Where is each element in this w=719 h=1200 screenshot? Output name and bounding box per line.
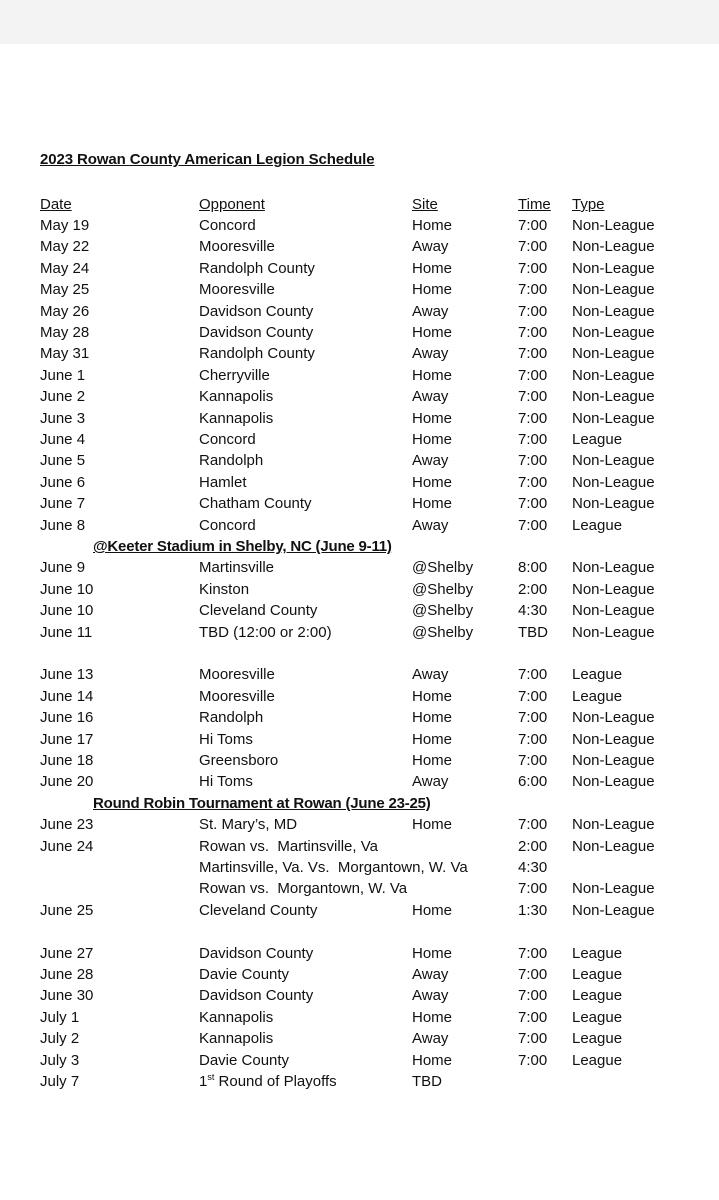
cell-type: League: [572, 1030, 623, 1048]
cell-site: Home: [412, 259, 453, 277]
cell-time: 7:00: [518, 431, 548, 448]
cell-type: League: [572, 966, 623, 983]
cell-site: Away: [412, 238, 449, 256]
cell-date: June 17: [40, 730, 94, 748]
cell-type: Non-League: [572, 409, 655, 427]
cell-opponent: Kannapolis: [199, 1008, 274, 1026]
cell-time: 7:00: [518, 366, 548, 384]
cell-time: 1:30: [518, 901, 548, 919]
table-row: [0, 985, 719, 1006]
cell-site: Home: [412, 217, 453, 234]
cell-time: 7:00: [518, 1030, 548, 1048]
cell-type: Non-League: [572, 816, 655, 834]
cell-type: Non-League: [572, 837, 655, 855]
cell-time: 7:00: [518, 409, 548, 427]
cell-site: Away: [412, 302, 449, 320]
cell-site: @Shelby: [412, 559, 474, 577]
cell-time: 7:00: [518, 495, 548, 513]
cell-time: 7:00: [518, 473, 548, 491]
cell-site: Home: [412, 281, 453, 299]
cell-opponent: Kinston: [199, 580, 250, 598]
cell-date: June 9: [40, 559, 86, 577]
cell-opponent: Rowan vs. Morgantown, W. Va: [199, 880, 408, 898]
cell-site: Away: [412, 452, 449, 470]
table-row: [0, 686, 719, 707]
cell-type: Non-League: [572, 602, 655, 620]
cell-opponent: Randolph: [199, 709, 264, 727]
cell-type: League: [572, 987, 623, 1005]
table-row: [0, 322, 719, 343]
cell-date: July 3: [40, 1051, 80, 1069]
cell-opponent: Mooresville: [199, 281, 275, 299]
table-row: [0, 515, 719, 536]
cell-opponent: Davie County: [199, 966, 290, 983]
cell-time: 2:00: [518, 580, 548, 598]
cell-time: TBD: [518, 623, 548, 641]
cell-time: 7:00: [518, 987, 548, 1005]
table-row: [0, 943, 719, 964]
cell-type: Non-League: [572, 623, 655, 641]
cell-date: June 6: [40, 473, 86, 491]
cell-date: June 10: [40, 580, 94, 598]
cell-site: @Shelby: [412, 623, 474, 641]
cell-date: June 1: [40, 366, 86, 384]
cell-time: 7:00: [518, 666, 548, 684]
cell-opponent: Concord: [199, 217, 256, 234]
cell-date: June 8: [40, 516, 86, 534]
table-row: [0, 1028, 719, 1049]
cell-time: 7:00: [518, 388, 548, 406]
cell-site: @Shelby: [412, 580, 474, 598]
cell-site: Home: [412, 816, 453, 834]
header-time: Time: [518, 196, 551, 213]
cell-type: Non-League: [572, 495, 655, 513]
cell-time: 7:00: [518, 709, 548, 727]
cell-type: Non-League: [572, 773, 655, 791]
table-row: [0, 622, 719, 643]
cell-opponent: TBD (12:00 or 2:00): [199, 623, 332, 641]
cell-opponent: Martinsville: [199, 559, 275, 577]
cell-date: June 30: [40, 987, 94, 1005]
playoffs-date: July 7: [40, 1073, 80, 1090]
cell-time: 7:00: [518, 217, 548, 234]
cell-site: Home: [412, 409, 453, 427]
cell-opponent: Rowan vs. Martinsville, Va: [199, 837, 378, 855]
cell-site: Home: [412, 709, 453, 727]
cell-type: Non-League: [572, 388, 655, 406]
cell-opponent: Greensboro: [199, 752, 279, 769]
cell-opponent: Davie County: [199, 1051, 290, 1069]
section-keeter-stadium: @Keeter Stadium in Shelby, NC (June 9-11): [93, 538, 392, 555]
cell-type: Non-League: [572, 473, 655, 491]
cell-date: July 2: [40, 1030, 80, 1048]
cell-type: Non-League: [572, 730, 655, 748]
cell-time: 7:00: [518, 238, 548, 256]
cell-opponent: Cherryville: [199, 366, 270, 384]
cell-opponent: Randolph County: [199, 259, 315, 277]
cell-date: June 23: [40, 816, 94, 834]
cell-date: June 14: [40, 687, 94, 705]
table-row: [0, 365, 719, 386]
cell-time: 7:00: [518, 1008, 548, 1026]
cell-date: June 16: [40, 709, 94, 727]
cell-opponent: Mooresville: [199, 238, 275, 256]
table-row: [0, 236, 719, 257]
cell-site: Away: [412, 345, 449, 363]
top-bar: [0, 0, 719, 44]
cell-site: Away: [412, 1030, 449, 1048]
cell-time: 2:00: [518, 837, 548, 855]
cell-time: 7:00: [518, 966, 548, 983]
cell-opponent: St. Mary’s, MD: [199, 816, 298, 834]
cell-site: Home: [412, 324, 453, 341]
cell-time: 8:00: [518, 559, 548, 577]
table-row: [0, 750, 719, 771]
cell-opponent: Randolph: [199, 452, 264, 470]
table-row: [0, 450, 719, 471]
cell-date: May 26: [40, 302, 90, 320]
playoffs-row: [0, 1071, 719, 1092]
cell-opponent: Davidson County: [199, 324, 314, 341]
cell-time: 7:00: [518, 687, 548, 705]
table-row: [0, 343, 719, 364]
cell-opponent: Mooresville: [199, 666, 275, 684]
playoffs-ordinal: 1: [199, 1073, 208, 1090]
table-row: [0, 729, 719, 750]
cell-opponent: Kannapolis: [199, 1030, 274, 1048]
cell-date: June 27: [40, 944, 94, 962]
cell-date: June 11: [40, 623, 93, 641]
cell-date: May 28: [40, 324, 90, 341]
cell-time: 7:00: [518, 816, 548, 834]
cell-type: Non-League: [572, 880, 655, 898]
cell-type: League: [572, 666, 623, 684]
cell-site: Home: [412, 495, 453, 513]
playoffs-rest: Round of Playoffs: [214, 1073, 337, 1090]
cell-opponent: Concord: [199, 516, 256, 534]
cell-time: 7:00: [518, 302, 548, 320]
playoffs-ordinal-suffix: st: [207, 1072, 215, 1082]
cell-opponent: Kannapolis: [199, 409, 274, 427]
cell-opponent: Randolph County: [199, 345, 315, 363]
cell-site: Away: [412, 987, 449, 1005]
cell-date: June 10: [40, 602, 94, 620]
header-site: Site: [412, 196, 438, 213]
cell-type: League: [572, 944, 623, 962]
cell-type: Non-League: [572, 709, 655, 727]
cell-opponent: Davidson County: [199, 302, 314, 320]
cell-site: @Shelby: [412, 602, 474, 620]
cell-time: 7:00: [518, 880, 548, 898]
cell-site: Home: [412, 730, 453, 748]
table-row: [0, 600, 719, 621]
cell-type: Non-League: [572, 281, 655, 299]
cell-opponent: Martinsville, Va. Vs. Morgantown, W. Va: [199, 859, 468, 876]
cell-date: June 24: [40, 837, 94, 855]
cell-date: June 4: [40, 431, 86, 448]
cell-time: 7:00: [518, 281, 548, 299]
cell-time: 7:00: [518, 259, 548, 277]
cell-type: Non-League: [572, 238, 655, 256]
table-row: [0, 472, 719, 493]
header-type: Type: [572, 196, 605, 213]
cell-opponent: Chatham County: [199, 495, 312, 513]
cell-date: June 5: [40, 452, 86, 470]
playoffs-site: TBD: [412, 1073, 442, 1090]
cell-date: June 18: [40, 752, 94, 769]
playoffs-label: [199, 1071, 337, 1092]
cell-time: 7:00: [518, 752, 548, 769]
cell-opponent: Hi Toms: [199, 730, 253, 748]
table-row: [0, 579, 719, 600]
cell-opponent: Davidson County: [199, 944, 314, 962]
cell-type: Non-League: [572, 452, 655, 470]
cell-time: 7:00: [518, 345, 548, 363]
table-row: [0, 707, 719, 728]
table-row: [0, 493, 719, 514]
cell-opponent: Kannapolis: [199, 388, 274, 406]
cell-site: Home: [412, 1051, 453, 1069]
cell-type: Non-League: [572, 580, 655, 598]
cell-date: June 2: [40, 388, 86, 406]
cell-site: Home: [412, 901, 453, 919]
cell-type: League: [572, 516, 623, 534]
table-row: [0, 1007, 719, 1028]
cell-opponent: Concord: [199, 431, 256, 448]
cell-type: Non-League: [572, 217, 655, 234]
cell-type: Non-League: [572, 302, 655, 320]
cell-opponent: Cleveland County: [199, 901, 318, 919]
header-date: Date: [40, 196, 72, 213]
cell-site: Home: [412, 366, 453, 384]
table-row: [0, 429, 719, 450]
cell-date: May 25: [40, 281, 90, 299]
cell-site: Home: [412, 944, 453, 962]
cell-date: June 28: [40, 966, 94, 983]
cell-site: Home: [412, 473, 453, 491]
cell-site: Away: [412, 666, 449, 684]
cell-date: May 31: [40, 345, 90, 363]
cell-type: Non-League: [572, 752, 655, 769]
table-row: [0, 557, 719, 578]
cell-time: 7:00: [518, 730, 548, 748]
cell-opponent: Hi Toms: [199, 773, 253, 791]
table-row: [0, 301, 719, 322]
cell-date: May 24: [40, 259, 90, 277]
cell-opponent: Hamlet: [199, 473, 247, 491]
cell-type: Non-League: [572, 559, 655, 577]
cell-date: May 19: [40, 217, 90, 234]
cell-site: Home: [412, 431, 453, 448]
cell-type: League: [572, 431, 623, 448]
table-row: [0, 857, 719, 878]
cell-opponent: Cleveland County: [199, 602, 318, 620]
table-row: [0, 814, 719, 835]
cell-date: July 1: [40, 1008, 80, 1026]
cell-time: 4:30: [518, 859, 548, 876]
table-row: [0, 900, 719, 921]
cell-time: 4:30: [518, 602, 548, 620]
cell-site: Home: [412, 1008, 453, 1026]
cell-time: 6:00: [518, 773, 548, 791]
cell-date: June 20: [40, 773, 94, 791]
table-row: [0, 386, 719, 407]
cell-type: Non-League: [572, 324, 655, 341]
table-row: [0, 771, 719, 792]
cell-date: May 22: [40, 238, 90, 256]
table-row: [0, 279, 719, 300]
table-row: [0, 664, 719, 685]
cell-time: 7:00: [518, 1051, 548, 1069]
table-row: [0, 215, 719, 236]
table-row: [0, 1050, 719, 1071]
cell-opponent: Mooresville: [199, 687, 275, 705]
cell-opponent: Davidson County: [199, 987, 314, 1005]
table-row: [0, 878, 719, 899]
cell-time: 7:00: [518, 944, 548, 962]
cell-site: Away: [412, 516, 449, 534]
cell-type: League: [572, 1008, 623, 1026]
cell-type: League: [572, 1051, 623, 1069]
cell-site: Home: [412, 687, 453, 705]
table-row: [0, 836, 719, 857]
cell-date: June 3: [40, 409, 86, 427]
cell-type: Non-League: [572, 366, 655, 384]
cell-site: Home: [412, 752, 453, 769]
cell-date: June 7: [40, 495, 86, 513]
table-row: [0, 258, 719, 279]
cell-type: Non-League: [572, 259, 655, 277]
cell-time: 7:00: [518, 452, 548, 470]
table-row: [0, 964, 719, 985]
cell-time: 7:00: [518, 516, 548, 534]
schedule-title: 2023 Rowan County American Legion Schedule: [40, 151, 375, 168]
cell-type: Non-League: [572, 901, 655, 919]
header-row: [0, 194, 719, 215]
cell-date: June 25: [40, 901, 94, 919]
cell-date: June 13: [40, 666, 94, 684]
cell-time: 7:00: [518, 324, 548, 341]
cell-site: Away: [412, 773, 449, 791]
cell-site: Away: [412, 966, 449, 983]
cell-type: Non-League: [572, 345, 655, 363]
table-row: [0, 408, 719, 429]
cell-site: Away: [412, 388, 449, 406]
header-opponent: Opponent: [199, 196, 265, 213]
cell-type: League: [572, 687, 623, 705]
section-round-robin: Round Robin Tournament at Rowan (June 23-25): [93, 795, 431, 812]
